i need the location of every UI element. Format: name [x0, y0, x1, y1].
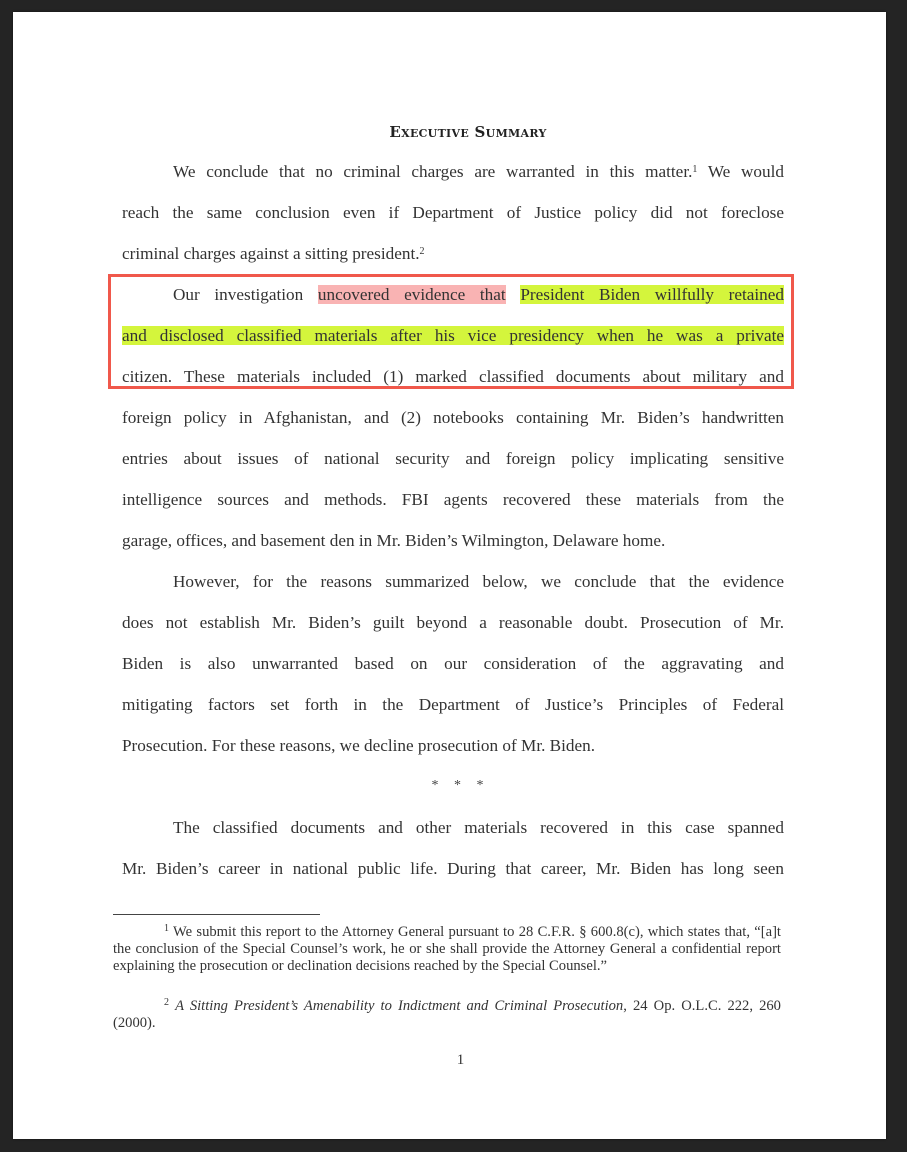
paragraph-1-line-1 — [122, 162, 784, 182]
highlight-green: President Biden willfully retained — [520, 285, 784, 304]
page-number: 1 — [456, 1052, 465, 1068]
highlight-red: uncovered evidence that — [317, 285, 506, 304]
paragraph-2-line-6: intelligence sources and methods. FBI agents recovered these materials from the — [122, 490, 784, 509]
footnote-text: We submit this report to the Attorney General pursuant to 28 C.F.R. § 600.8(c), which states that, “[a]t the conclusion of the Special Counsel’s work, he or she shall provide the Attorney General a confidential report explaining the prosecution or declination decisions reached by the Special Counsel.” — [113, 924, 781, 974]
footnote-citation-title: A Sitting President’s Amenability to Indictment and Criminal Prosecution — [175, 998, 624, 1014]
paragraph-2-line-4: foreign policy in Afghanistan, and (2) notebooks containing Mr. Biden’s handwritten — [122, 408, 784, 427]
text-run: We conclude that no criminal charges are warranted in this matter. — [173, 162, 693, 181]
footnote-divider — [113, 914, 320, 915]
footnote-number: 2 — [164, 997, 169, 1008]
footnote-number: 1 — [164, 923, 169, 934]
paragraph-1-line-2: reach the same conclusion even if Department of Justice policy did not foreclose — [122, 203, 784, 222]
paragraph-3-line-4: mitigating factors set forth in the Department of Justice’s Principles of Federal — [122, 695, 784, 714]
footnote-ref-1[interactable]: 1 — [692, 164, 698, 175]
section-separator: * * * — [431, 778, 490, 793]
paragraph-2-line-7: garage, offices, and basement den in Mr. Biden’s Wilmington, Delaware home. — [122, 531, 666, 550]
document-body — [13, 12, 886, 1139]
paragraph-3-line-2: does not establish Mr. Biden’s guilt beyond a reasonable doubt. Prosecution of Mr. — [122, 613, 784, 632]
document-page — [13, 12, 886, 1139]
footnote-text: , 24 Op. O.L.C. 222, 260 (2000). — [113, 998, 781, 1031]
text-run: criminal charges against a sitting president. — [122, 244, 420, 263]
paragraph-2-line-5: entries about issues of national security and foreign policy implicating sensitive — [122, 449, 784, 468]
annotation-box — [108, 274, 794, 389]
paragraph-4-line-1: The classified documents and other materials recovered in this case spanned — [173, 818, 784, 837]
paragraph-3-line-1: However, for the reasons summarized below, we conclude that the evidence — [173, 572, 784, 591]
footnote-2 — [113, 998, 781, 1032]
text-run: We would — [697, 162, 784, 181]
paragraph-3-line-5: Prosecution. For these reasons, we decline prosecution of Mr. Biden. — [122, 736, 596, 755]
footnote-ref-2[interactable]: 2 — [419, 246, 425, 257]
paragraph-3-line-3: Biden is also unwarranted based on our consideration of the aggravating and — [122, 654, 784, 673]
paragraph-2-line-3: citizen. These materials included (1) marked classified documents about military and — [122, 367, 784, 386]
paragraph-4-line-2: Mr. Biden’s career in national public life. During that career, Mr. Biden has long seen — [122, 859, 784, 878]
highlight-green: and disclosed classified materials after his vice presidency when he was a private — [122, 326, 784, 345]
section-heading: Executive Summary — [389, 123, 547, 141]
footnote-1 — [113, 924, 781, 975]
paragraph-1-line-3 — [122, 244, 784, 264]
text-run: Our investigation — [173, 285, 318, 304]
